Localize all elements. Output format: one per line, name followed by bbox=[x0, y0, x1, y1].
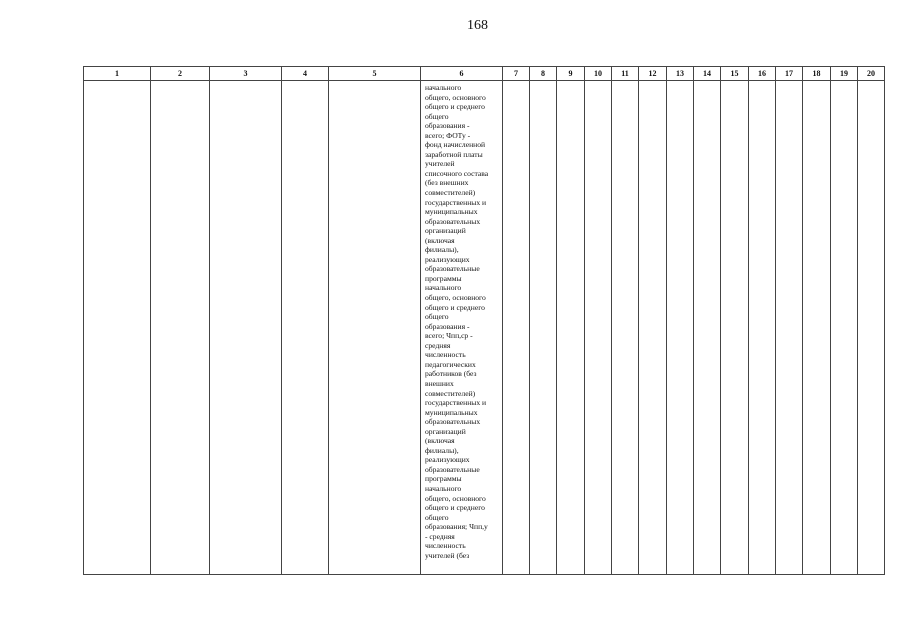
column-6-line: общего и среднего bbox=[425, 302, 485, 312]
column-6-line: средняя bbox=[425, 340, 451, 350]
table-cell-1 bbox=[84, 81, 151, 575]
column-header-19: 19 bbox=[831, 67, 858, 81]
column-6-line: муниципальных bbox=[425, 207, 478, 217]
column-6-line: (включая bbox=[425, 436, 455, 446]
column-header-9: 9 bbox=[557, 67, 585, 81]
column-6-line: внешних bbox=[425, 378, 454, 388]
column-header-3: 3 bbox=[210, 67, 282, 81]
column-6-line: начального bbox=[425, 483, 462, 493]
column-6-line: организаций bbox=[425, 426, 466, 436]
column-header-13: 13 bbox=[667, 67, 694, 81]
page-number: 168 bbox=[467, 18, 488, 33]
column-6-line: учителей bbox=[425, 159, 455, 169]
column-6-line: образования; Чпп,у bbox=[425, 522, 488, 532]
column-6-line: общего bbox=[425, 512, 449, 522]
table-cell-4 bbox=[282, 81, 329, 575]
column-6-text bbox=[421, 81, 502, 560]
column-6-line: реализующих bbox=[425, 455, 470, 465]
column-6-line: начального bbox=[425, 283, 462, 293]
column-header-17: 17 bbox=[776, 67, 803, 81]
table-cell-9 bbox=[557, 81, 585, 575]
column-6-line: государственных и bbox=[425, 197, 487, 207]
column-6-line: государственных и bbox=[425, 398, 487, 408]
table-cell-5 bbox=[329, 81, 421, 575]
column-header-20: 20 bbox=[858, 67, 885, 81]
column-6-line: реализующих bbox=[425, 254, 470, 264]
column-6-line: фонд начисленной bbox=[425, 140, 486, 150]
column-header-4: 4 bbox=[282, 67, 329, 81]
table-cell-19 bbox=[831, 81, 858, 575]
column-6-line: общего bbox=[425, 111, 449, 121]
column-6-line: общего, основного bbox=[425, 493, 486, 503]
table-cell-12 bbox=[639, 81, 667, 575]
column-6-line: (включая bbox=[425, 235, 455, 245]
column-6-line: педагогических bbox=[425, 359, 476, 369]
column-6-line: заработной платы bbox=[425, 149, 483, 159]
column-header-8: 8 bbox=[530, 67, 557, 81]
column-header-12: 12 bbox=[639, 67, 667, 81]
column-6-line: общего bbox=[425, 312, 449, 322]
column-6-line: численность bbox=[425, 541, 466, 551]
column-6-line: всего; Чпп,ср - bbox=[425, 331, 473, 341]
table-cell-10 bbox=[585, 81, 612, 575]
table-cell-20 bbox=[858, 81, 885, 575]
table-cell-18 bbox=[803, 81, 831, 575]
column-header-14: 14 bbox=[694, 67, 721, 81]
table-cell-8 bbox=[530, 81, 557, 575]
column-header-11: 11 bbox=[612, 67, 639, 81]
column-6-line: организаций bbox=[425, 226, 466, 236]
column-header-6: 6 bbox=[421, 67, 503, 81]
table-cell-11 bbox=[612, 81, 639, 575]
header-row bbox=[84, 67, 885, 81]
table-cell-17 bbox=[776, 81, 803, 575]
column-6-line: образования - bbox=[425, 321, 470, 331]
column-6-line: образовательные bbox=[425, 464, 480, 474]
table-cell-13 bbox=[667, 81, 694, 575]
column-6-line: общего, основного bbox=[425, 92, 486, 102]
column-6-line: (без внешних bbox=[425, 178, 469, 188]
column-6-line: численность bbox=[425, 350, 466, 360]
column-6-line: начального bbox=[425, 83, 462, 92]
column-6-line: муниципальных bbox=[425, 407, 478, 417]
table-cell-2 bbox=[151, 81, 210, 575]
column-6-line: программы bbox=[425, 474, 462, 484]
column-6-line: совместителей) bbox=[425, 188, 476, 198]
column-6-line: образовательные bbox=[425, 264, 480, 274]
column-6-line: совместителей) bbox=[425, 388, 476, 398]
column-header-5: 5 bbox=[329, 67, 421, 81]
column-6-line: списочного состава bbox=[425, 168, 489, 178]
column-header-16: 16 bbox=[749, 67, 776, 81]
table-row bbox=[84, 81, 885, 575]
table-cell-14 bbox=[694, 81, 721, 575]
table-cell-6 bbox=[421, 81, 503, 575]
column-6-line: филиалы), bbox=[425, 245, 459, 255]
column-header-18: 18 bbox=[803, 67, 831, 81]
table-cell-16 bbox=[749, 81, 776, 575]
table-cell-7 bbox=[503, 81, 530, 575]
column-6-line: программы bbox=[425, 273, 462, 283]
data-table bbox=[83, 66, 885, 575]
column-header-7: 7 bbox=[503, 67, 530, 81]
column-6-line: образовательных bbox=[425, 216, 481, 226]
column-6-line: общего и среднего bbox=[425, 503, 485, 513]
column-6-line: филиалы), bbox=[425, 445, 459, 455]
column-6-line: работников (без bbox=[425, 369, 477, 379]
column-6-line: образовательных bbox=[425, 417, 481, 427]
column-6-line: учителей (без bbox=[425, 550, 470, 560]
column-header-10: 10 bbox=[585, 67, 612, 81]
column-6-line: - средняя bbox=[425, 531, 455, 541]
table-cell-15 bbox=[721, 81, 749, 575]
column-header-1: 1 bbox=[84, 67, 151, 81]
column-6-line: общего и среднего bbox=[425, 102, 485, 112]
column-header-2: 2 bbox=[151, 67, 210, 81]
column-6-line: образования - bbox=[425, 121, 470, 131]
column-6-line: всего; ФОТу - bbox=[425, 130, 471, 140]
column-6-line: общего, основного bbox=[425, 293, 486, 303]
table-cell-3 bbox=[210, 81, 282, 575]
column-header-15: 15 bbox=[721, 67, 749, 81]
